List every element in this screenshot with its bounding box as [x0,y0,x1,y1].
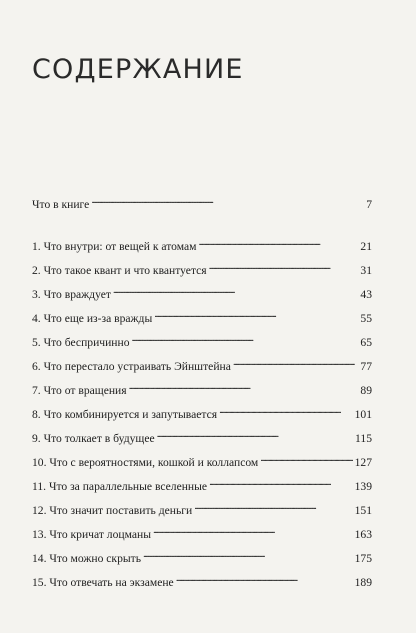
toc-entry-page: 77 [360,360,372,373]
toc-entry-page: 43 [360,288,372,301]
toc-entry-title: 14. Что можно скрыть [32,552,142,565]
toc-entry-chapter-6 [32,354,372,373]
toc-entry-page: 21 [360,240,372,253]
toc-entry-page: 31 [360,264,372,277]
dot-leader [129,378,359,394]
toc-entry-chapter-15 [32,570,372,589]
toc-entry-chapter-2 [32,258,372,277]
toc-entry-page: 101 [354,408,372,421]
toc-entry-page: 175 [354,552,372,565]
toc-entry-chapter-8 [32,402,372,421]
toc-entry-title: 11. Что за параллельные вселенные [32,480,208,493]
dot-leader [199,234,359,250]
toc-entry-chapter-9 [32,426,372,445]
dot-leader [219,402,353,418]
toc-entry-page: 151 [354,504,372,517]
dot-leader [194,498,352,514]
toc-entry-page: 189 [354,576,372,589]
dot-leader [143,546,353,562]
toc-entry-chapter-1 [32,234,372,253]
dot-leader [209,474,353,490]
dot-leader [157,426,353,442]
toc-entry-chapter-5 [32,330,372,349]
toc-entry-chapter-12 [32,498,372,517]
toc-entry-chapter-4 [32,306,372,325]
dot-leader [132,330,359,346]
toc-entry-chapter-10 [32,450,372,469]
toc-entry-title: 12. Что значит поставить деньги [32,504,193,517]
toc-entry-page: 163 [354,528,372,541]
toc-entry-chapter-3 [32,282,372,301]
toc-entry-page: 127 [354,456,372,469]
toc-entry-chapter-13 [32,522,372,541]
toc-entry-page: 65 [360,336,372,349]
toc-entry-chapter-14 [32,546,372,565]
toc-entry-chapter-11 [32,474,372,493]
toc-entry-title: 9. Что толкает в будущее [32,432,155,445]
toc-entry-title: 2. Что такое квант и что квантуется [32,264,207,277]
toc-entry-title: 4. Что еще из-за вражды [32,312,153,325]
dot-leader [91,192,364,208]
dot-leader [176,570,353,586]
toc-entry-title: 7. Что от вращения [32,384,127,397]
toc-entry-page: 139 [354,480,372,493]
toc-entry-page: 115 [355,432,372,445]
toc-entry-title: 5. Что беспричинно [32,336,130,349]
dot-leader [209,258,359,274]
toc-entry-title: 6. Что перестало устраивать Эйнштейна [32,360,231,373]
toc-entry-page: 55 [360,312,372,325]
dot-leader [260,450,352,466]
toc-entry-title: 13. Что кричат лоцманы [32,528,151,541]
toc-entry-title: 8. Что комбинируется и запутывается [32,408,218,421]
toc-entry-intro [32,192,372,211]
toc-entry-page: 89 [360,384,372,397]
toc-entry-page: 7 [366,198,372,211]
toc-entry-chapter-7 [32,378,372,397]
toc-entry-title: Что в книге [32,198,90,211]
page-title: СОДЕРЖАНИЕ [32,54,244,85]
dot-leader [233,354,359,370]
toc-entry-title: 15. Что отвечать на экзамене [32,576,174,589]
dot-leader [154,306,358,322]
toc-entry-title: 10. Что с вероятностями, кошкой и коллапсом [32,456,259,469]
toc-entry-title: 1. Что внутри: от вещей к атомам [32,240,197,253]
dot-leader [153,522,353,538]
dot-leader [113,282,358,298]
toc-entry-title: 3. Что враждует [32,288,111,301]
